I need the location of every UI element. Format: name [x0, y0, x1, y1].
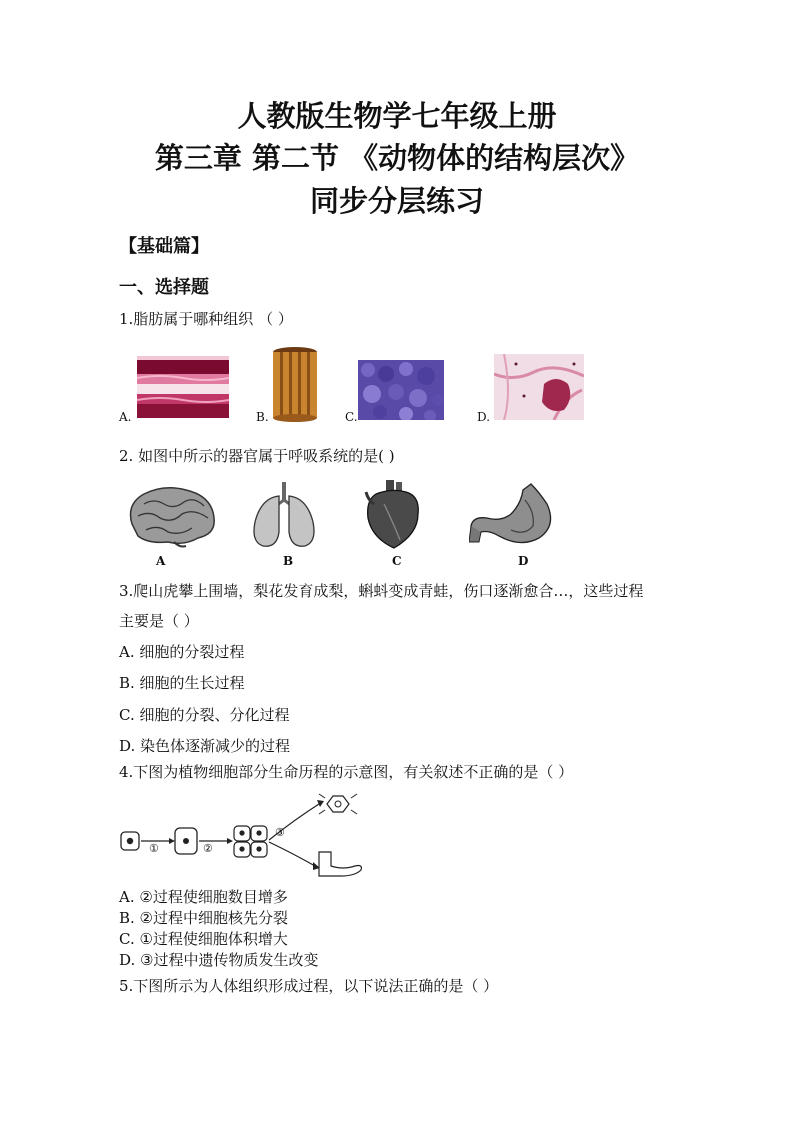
- organ-label-c: C: [392, 554, 402, 568]
- question-4-option-d: D. ③过程中遗传物质发生改变: [119, 951, 319, 969]
- question-3-stem-line-2: 主要是（ ）: [119, 612, 199, 630]
- tissue-a-image: [137, 356, 229, 422]
- tissue-b-image: [270, 346, 320, 426]
- organ-label-b: B: [283, 554, 294, 568]
- heart-icon: [362, 480, 424, 554]
- lungs-icon: [249, 482, 319, 554]
- organ-label-d: D: [518, 554, 529, 568]
- question-3-stem-line-1: 3.爬山虎攀上围墙，梨花发育成梨，蝌蚪变成青蛙，伤口逐渐愈合…，这些过程: [119, 582, 644, 600]
- title-line-2: 第三章 第二节 《动物体的结构层次》: [154, 141, 640, 175]
- question-1-image-options: [119, 352, 719, 428]
- brain-icon: [124, 484, 218, 552]
- tissue-c-image: [358, 360, 444, 424]
- title-line-3: 同步分层练习: [309, 184, 484, 218]
- stomach-icon: [469, 482, 559, 552]
- step-2-marker: ②: [203, 842, 213, 855]
- question-4-option-c: C. ①过程使细胞体积增大: [119, 930, 288, 948]
- organ-label-a: A: [156, 554, 166, 568]
- question-5-stem: 5.下图所示为人体组织形成过程，以下说法正确的是（ ）: [119, 977, 499, 995]
- section-basic: 【基础篇】: [119, 236, 209, 257]
- q1-option-c-label: C.: [345, 410, 358, 424]
- question-4-stem: 4.下图为植物细胞部分生命历程的示意图，有关叙述不正确的是（ ）: [119, 763, 574, 781]
- q1-option-d-label: D.: [477, 410, 491, 424]
- question-4-option-b: B. ②过程中细胞核先分裂: [119, 909, 289, 927]
- question-3-option-a: A. 细胞的分裂过程: [119, 643, 245, 661]
- step-1-marker: ①: [149, 842, 159, 855]
- question-3-option-c: C. 细胞的分裂、分化过程: [119, 706, 290, 724]
- question-2-stem: 2. 如图中所示的器官属于呼吸系统的是( ): [119, 447, 395, 465]
- question-3-option-d: D. 染色体逐渐减少的过程: [119, 737, 291, 755]
- question-3-option-b: B. 细胞的生长过程: [119, 674, 245, 692]
- question-4-option-a: A. ②过程使细胞数目增多: [119, 888, 288, 906]
- q1-option-b-label: B.: [256, 410, 269, 424]
- step-3-marker: ③: [275, 826, 285, 839]
- title-line-1: 人教版生物学七年级上册: [237, 99, 557, 133]
- section-choice: 一、选择题: [119, 277, 209, 298]
- q1-option-a-label: A.: [119, 410, 132, 424]
- question-1-stem: 1.脂肪属于哪种组织 （ ）: [119, 310, 293, 328]
- question-2-organs: [119, 478, 579, 570]
- cell-life-cycle-diagram: [119, 790, 379, 888]
- tissue-d-image: [494, 354, 584, 424]
